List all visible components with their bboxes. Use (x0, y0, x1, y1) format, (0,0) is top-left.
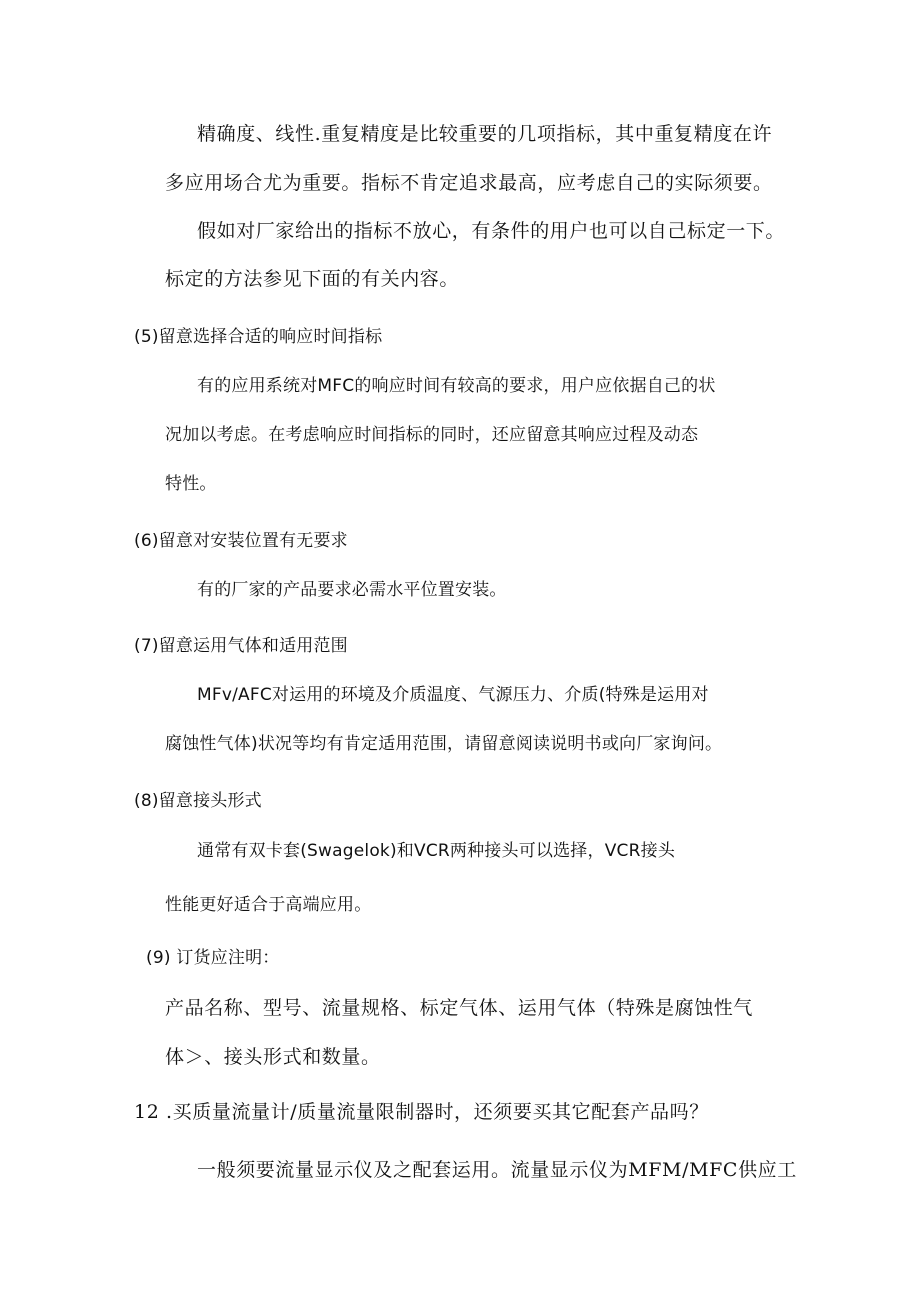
paragraph-line: 有的厂家的产品要求必需水平位置安装。 (197, 580, 507, 600)
question-heading-12: 12 .买质量流量计/质量流量限制器时，还须要买其它配套产品吗？ (134, 1101, 709, 1123)
paragraph-line: 体＞、接头形式和数量。 (165, 1046, 381, 1068)
paragraph-line: 假如对厂家给出的指标不放心，有条件的用户也可以自己标定一下。 (197, 220, 786, 242)
paragraph-line: MFv/AFC对运用的环境及介质温度、气源压力、介质(特殊是运用对 (197, 685, 709, 705)
section-heading-8: (8)留意接头形式 (134, 791, 262, 811)
section-heading-6: (6)留意对安装位置有无要求 (134, 531, 348, 551)
section-heading-7: (7)留意运用气体和适用范围 (134, 636, 348, 656)
paragraph-line: 况加以考虑。在考虑响应时间指标的同时，还应留意其响应过程及动态 (165, 425, 699, 445)
paragraph-line: 通常有双卡套(Swagelok)和VCR两种接头可以选择，VCR接头 (197, 841, 676, 861)
paragraph-line: 多应用场合尤为重要。指标不肯定追求最高，应考虑自己的实际须要。 (165, 172, 773, 194)
paragraph-line: 精确度、线性.重复精度是比较重要的几项指标，其中重复精度在许 (197, 123, 773, 145)
paragraph-line: 腐蚀性气体)状况等均有肯定适用范围，请留意阅读说明书或向厂家询问。 (165, 734, 723, 754)
paragraph-line: 产品名称、型号、流量规格、标定气体、运用气体（特殊是腐蚀性气 (165, 997, 754, 1019)
section-heading-5: (5)留意选择合适的响应时间指标 (134, 327, 383, 347)
paragraph-line: 一般须要流量显示仪及之配套运用。流量显示仪为MFM/MFC供应工 (197, 1159, 797, 1181)
paragraph-line: 性能更好适合于高端应用。 (165, 895, 372, 915)
paragraph-line: 标定的方法参见下面的有关内容。 (165, 268, 460, 290)
paragraph-line: 特性。 (165, 474, 217, 494)
section-heading-9: (9) 订货应注明： (146, 948, 280, 968)
paragraph-line: 有的应用系统对MFC的响应时间有较高的要求，用户应依据自己的状 (197, 376, 716, 396)
